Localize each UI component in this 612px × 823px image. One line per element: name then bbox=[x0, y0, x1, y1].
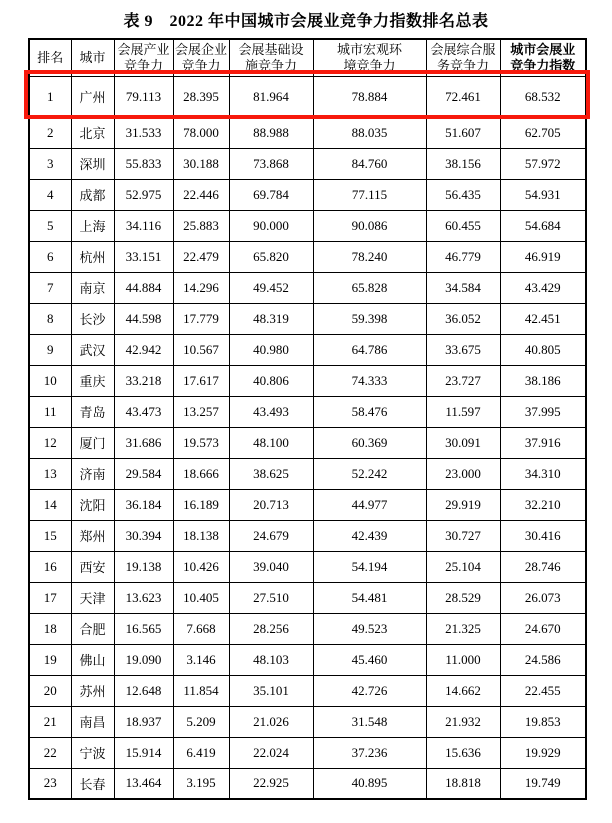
macro-env-value-cell: 40.895 bbox=[313, 768, 426, 799]
macro-env-value-cell: 42.726 bbox=[313, 675, 426, 706]
table-row bbox=[29, 76, 586, 117]
service-value-cell: 46.779 bbox=[426, 241, 500, 272]
index-value-cell: 68.532 bbox=[500, 76, 586, 117]
city-cell: 广州 bbox=[71, 76, 114, 117]
header-rank: 排名 bbox=[29, 39, 71, 76]
enterprise-value-cell: 18.666 bbox=[173, 458, 229, 489]
service-value-cell: 34.584 bbox=[426, 272, 500, 303]
industry-value-cell: 30.394 bbox=[114, 520, 173, 551]
infrastructure-value-cell: 81.964 bbox=[229, 76, 313, 117]
macro-env-value-cell: 88.035 bbox=[313, 117, 426, 148]
enterprise-value-cell: 3.195 bbox=[173, 768, 229, 799]
macro-env-value-cell: 31.548 bbox=[313, 706, 426, 737]
service-value-cell: 23.727 bbox=[426, 365, 500, 396]
infrastructure-value-cell: 38.625 bbox=[229, 458, 313, 489]
table-row bbox=[29, 117, 586, 148]
industry-value-cell: 43.473 bbox=[114, 396, 173, 427]
city-cell: 厦门 bbox=[71, 427, 114, 458]
header-overall-index: 城市会展业 竞争力指数 bbox=[500, 39, 586, 76]
macro-env-value-cell: 52.242 bbox=[313, 458, 426, 489]
service-value-cell: 15.636 bbox=[426, 737, 500, 768]
city-cell: 天津 bbox=[71, 582, 114, 613]
table-row bbox=[29, 489, 586, 520]
service-value-cell: 36.052 bbox=[426, 303, 500, 334]
index-value-cell: 24.586 bbox=[500, 644, 586, 675]
city-cell: 长春 bbox=[71, 768, 114, 799]
enterprise-value-cell: 17.779 bbox=[173, 303, 229, 334]
enterprise-value-cell: 16.189 bbox=[173, 489, 229, 520]
macro-env-value-cell: 44.977 bbox=[313, 489, 426, 520]
service-value-cell: 28.529 bbox=[426, 582, 500, 613]
service-value-cell: 30.091 bbox=[426, 427, 500, 458]
index-value-cell: 26.073 bbox=[500, 582, 586, 613]
rank-cell: 13 bbox=[29, 458, 71, 489]
city-cell: 郑州 bbox=[71, 520, 114, 551]
industry-value-cell: 31.686 bbox=[114, 427, 173, 458]
service-value-cell: 11.000 bbox=[426, 644, 500, 675]
service-value-cell: 33.675 bbox=[426, 334, 500, 365]
index-value-cell: 32.210 bbox=[500, 489, 586, 520]
service-value-cell: 14.662 bbox=[426, 675, 500, 706]
rank-cell: 9 bbox=[29, 334, 71, 365]
infrastructure-value-cell: 65.820 bbox=[229, 241, 313, 272]
service-value-cell: 21.932 bbox=[426, 706, 500, 737]
table-row bbox=[29, 737, 586, 768]
enterprise-value-cell: 18.138 bbox=[173, 520, 229, 551]
infrastructure-value-cell: 69.784 bbox=[229, 179, 313, 210]
city-cell: 青岛 bbox=[71, 396, 114, 427]
industry-value-cell: 16.565 bbox=[114, 613, 173, 644]
enterprise-value-cell: 30.188 bbox=[173, 148, 229, 179]
enterprise-value-cell: 6.419 bbox=[173, 737, 229, 768]
infrastructure-value-cell: 22.925 bbox=[229, 768, 313, 799]
macro-env-value-cell: 65.828 bbox=[313, 272, 426, 303]
rank-cell: 6 bbox=[29, 241, 71, 272]
infrastructure-value-cell: 90.000 bbox=[229, 210, 313, 241]
index-value-cell: 43.429 bbox=[500, 272, 586, 303]
rank-cell: 17 bbox=[29, 582, 71, 613]
header-row bbox=[29, 39, 586, 76]
industry-value-cell: 18.937 bbox=[114, 706, 173, 737]
enterprise-value-cell: 14.296 bbox=[173, 272, 229, 303]
table-row bbox=[29, 644, 586, 675]
city-cell: 杭州 bbox=[71, 241, 114, 272]
table-row bbox=[29, 210, 586, 241]
industry-value-cell: 13.464 bbox=[114, 768, 173, 799]
rank-cell: 15 bbox=[29, 520, 71, 551]
header-macro-environment-competitiveness: 城市宏观环 境竞争力 bbox=[313, 39, 426, 76]
infrastructure-value-cell: 28.256 bbox=[229, 613, 313, 644]
rank-cell: 20 bbox=[29, 675, 71, 706]
city-cell: 合肥 bbox=[71, 613, 114, 644]
enterprise-value-cell: 78.000 bbox=[173, 117, 229, 148]
enterprise-value-cell: 28.395 bbox=[173, 76, 229, 117]
header-enterprise-competitiveness: 会展企业 竞争力 bbox=[173, 39, 229, 76]
city-cell: 长沙 bbox=[71, 303, 114, 334]
rank-cell: 1 bbox=[29, 76, 71, 117]
service-value-cell: 38.156 bbox=[426, 148, 500, 179]
industry-value-cell: 34.116 bbox=[114, 210, 173, 241]
macro-env-value-cell: 59.398 bbox=[313, 303, 426, 334]
table-row bbox=[29, 396, 586, 427]
enterprise-value-cell: 17.617 bbox=[173, 365, 229, 396]
service-value-cell: 18.818 bbox=[426, 768, 500, 799]
rank-cell: 7 bbox=[29, 272, 71, 303]
rank-cell: 21 bbox=[29, 706, 71, 737]
table-row bbox=[29, 303, 586, 334]
index-value-cell: 37.995 bbox=[500, 396, 586, 427]
table-row bbox=[29, 148, 586, 179]
index-value-cell: 46.919 bbox=[500, 241, 586, 272]
index-value-cell: 19.853 bbox=[500, 706, 586, 737]
enterprise-value-cell: 13.257 bbox=[173, 396, 229, 427]
service-value-cell: 11.597 bbox=[426, 396, 500, 427]
infrastructure-value-cell: 48.100 bbox=[229, 427, 313, 458]
infrastructure-value-cell: 43.493 bbox=[229, 396, 313, 427]
rank-cell: 18 bbox=[29, 613, 71, 644]
macro-env-value-cell: 77.115 bbox=[313, 179, 426, 210]
index-value-cell: 42.451 bbox=[500, 303, 586, 334]
table-header bbox=[29, 39, 586, 76]
index-value-cell: 40.805 bbox=[500, 334, 586, 365]
industry-value-cell: 19.138 bbox=[114, 551, 173, 582]
service-value-cell: 56.435 bbox=[426, 179, 500, 210]
macro-env-value-cell: 42.439 bbox=[313, 520, 426, 551]
ranking-table bbox=[28, 38, 587, 800]
rank-cell: 11 bbox=[29, 396, 71, 427]
infrastructure-value-cell: 40.980 bbox=[229, 334, 313, 365]
industry-value-cell: 36.184 bbox=[114, 489, 173, 520]
rank-cell: 3 bbox=[29, 148, 71, 179]
rank-cell: 4 bbox=[29, 179, 71, 210]
enterprise-value-cell: 22.446 bbox=[173, 179, 229, 210]
table-row bbox=[29, 613, 586, 644]
rank-cell: 5 bbox=[29, 210, 71, 241]
city-cell: 成都 bbox=[71, 179, 114, 210]
city-cell: 沈阳 bbox=[71, 489, 114, 520]
index-value-cell: 34.310 bbox=[500, 458, 586, 489]
enterprise-value-cell: 25.883 bbox=[173, 210, 229, 241]
enterprise-value-cell: 19.573 bbox=[173, 427, 229, 458]
infrastructure-value-cell: 88.988 bbox=[229, 117, 313, 148]
city-cell: 南昌 bbox=[71, 706, 114, 737]
industry-value-cell: 12.648 bbox=[114, 675, 173, 706]
rank-cell: 8 bbox=[29, 303, 71, 334]
macro-env-value-cell: 45.460 bbox=[313, 644, 426, 675]
macro-env-value-cell: 78.884 bbox=[313, 76, 426, 117]
industry-value-cell: 44.598 bbox=[114, 303, 173, 334]
city-cell: 济南 bbox=[71, 458, 114, 489]
table-row bbox=[29, 427, 586, 458]
service-value-cell: 25.104 bbox=[426, 551, 500, 582]
enterprise-value-cell: 10.405 bbox=[173, 582, 229, 613]
infrastructure-value-cell: 27.510 bbox=[229, 582, 313, 613]
macro-env-value-cell: 54.481 bbox=[313, 582, 426, 613]
rank-cell: 12 bbox=[29, 427, 71, 458]
industry-value-cell: 44.884 bbox=[114, 272, 173, 303]
service-value-cell: 21.325 bbox=[426, 613, 500, 644]
table-row bbox=[29, 365, 586, 396]
index-value-cell: 28.746 bbox=[500, 551, 586, 582]
table-row bbox=[29, 520, 586, 551]
rank-cell: 22 bbox=[29, 737, 71, 768]
index-value-cell: 19.749 bbox=[500, 768, 586, 799]
enterprise-value-cell: 7.668 bbox=[173, 613, 229, 644]
city-cell: 重庆 bbox=[71, 365, 114, 396]
industry-value-cell: 29.584 bbox=[114, 458, 173, 489]
rank-cell: 19 bbox=[29, 644, 71, 675]
page-title: 表 9 2022 年中国城市会展业竞争力指数排名总表 bbox=[123, 13, 489, 30]
service-value-cell: 51.607 bbox=[426, 117, 500, 148]
table-row bbox=[29, 272, 586, 303]
enterprise-value-cell: 3.146 bbox=[173, 644, 229, 675]
table-row bbox=[29, 179, 586, 210]
industry-value-cell: 33.218 bbox=[114, 365, 173, 396]
table-row bbox=[29, 458, 586, 489]
industry-value-cell: 13.623 bbox=[114, 582, 173, 613]
city-cell: 武汉 bbox=[71, 334, 114, 365]
infrastructure-value-cell: 39.040 bbox=[229, 551, 313, 582]
infrastructure-value-cell: 49.452 bbox=[229, 272, 313, 303]
rank-cell: 10 bbox=[29, 365, 71, 396]
macro-env-value-cell: 58.476 bbox=[313, 396, 426, 427]
index-value-cell: 24.670 bbox=[500, 613, 586, 644]
city-cell: 苏州 bbox=[71, 675, 114, 706]
table-row bbox=[29, 768, 586, 799]
enterprise-value-cell: 22.479 bbox=[173, 241, 229, 272]
industry-value-cell: 42.942 bbox=[114, 334, 173, 365]
city-cell: 深圳 bbox=[71, 148, 114, 179]
rank-cell: 23 bbox=[29, 768, 71, 799]
macro-env-value-cell: 64.786 bbox=[313, 334, 426, 365]
table-row bbox=[29, 241, 586, 272]
rank-cell: 2 bbox=[29, 117, 71, 148]
header-industry-competitiveness: 会展产业 竞争力 bbox=[114, 39, 173, 76]
infrastructure-value-cell: 48.319 bbox=[229, 303, 313, 334]
index-value-cell: 54.684 bbox=[500, 210, 586, 241]
index-value-cell: 38.186 bbox=[500, 365, 586, 396]
city-cell: 北京 bbox=[71, 117, 114, 148]
infrastructure-value-cell: 35.101 bbox=[229, 675, 313, 706]
header-infrastructure-competitiveness: 会展基础设 施竞争力 bbox=[229, 39, 313, 76]
infrastructure-value-cell: 73.868 bbox=[229, 148, 313, 179]
enterprise-value-cell: 10.426 bbox=[173, 551, 229, 582]
header-service-competitiveness: 会展综合服 务竞争力 bbox=[426, 39, 500, 76]
table-row bbox=[29, 582, 586, 613]
table-body bbox=[29, 76, 586, 799]
service-value-cell: 29.919 bbox=[426, 489, 500, 520]
industry-value-cell: 52.975 bbox=[114, 179, 173, 210]
table-row bbox=[29, 706, 586, 737]
city-cell: 西安 bbox=[71, 551, 114, 582]
index-value-cell: 62.705 bbox=[500, 117, 586, 148]
table-row bbox=[29, 551, 586, 582]
rank-cell: 14 bbox=[29, 489, 71, 520]
city-cell: 南京 bbox=[71, 272, 114, 303]
macro-env-value-cell: 90.086 bbox=[313, 210, 426, 241]
city-cell: 上海 bbox=[71, 210, 114, 241]
industry-value-cell: 31.533 bbox=[114, 117, 173, 148]
industry-value-cell: 19.090 bbox=[114, 644, 173, 675]
service-value-cell: 72.461 bbox=[426, 76, 500, 117]
macro-env-value-cell: 74.333 bbox=[313, 365, 426, 396]
macro-env-value-cell: 54.194 bbox=[313, 551, 426, 582]
enterprise-value-cell: 11.854 bbox=[173, 675, 229, 706]
index-value-cell: 54.931 bbox=[500, 179, 586, 210]
enterprise-value-cell: 10.567 bbox=[173, 334, 229, 365]
table-row bbox=[29, 675, 586, 706]
macro-env-value-cell: 37.236 bbox=[313, 737, 426, 768]
infrastructure-value-cell: 20.713 bbox=[229, 489, 313, 520]
index-value-cell: 19.929 bbox=[500, 737, 586, 768]
infrastructure-value-cell: 40.806 bbox=[229, 365, 313, 396]
index-value-cell: 57.972 bbox=[500, 148, 586, 179]
industry-value-cell: 15.914 bbox=[114, 737, 173, 768]
table-row bbox=[29, 334, 586, 365]
infrastructure-value-cell: 24.679 bbox=[229, 520, 313, 551]
macro-env-value-cell: 60.369 bbox=[313, 427, 426, 458]
service-value-cell: 23.000 bbox=[426, 458, 500, 489]
service-value-cell: 60.455 bbox=[426, 210, 500, 241]
rank-cell: 16 bbox=[29, 551, 71, 582]
city-cell: 宁波 bbox=[71, 737, 114, 768]
macro-env-value-cell: 84.760 bbox=[313, 148, 426, 179]
city-cell: 佛山 bbox=[71, 644, 114, 675]
index-value-cell: 37.916 bbox=[500, 427, 586, 458]
header-city: 城市 bbox=[71, 39, 114, 76]
infrastructure-value-cell: 22.024 bbox=[229, 737, 313, 768]
industry-value-cell: 33.151 bbox=[114, 241, 173, 272]
infrastructure-value-cell: 21.026 bbox=[229, 706, 313, 737]
industry-value-cell: 79.113 bbox=[114, 76, 173, 117]
index-value-cell: 22.455 bbox=[500, 675, 586, 706]
service-value-cell: 30.727 bbox=[426, 520, 500, 551]
macro-env-value-cell: 49.523 bbox=[313, 613, 426, 644]
infrastructure-value-cell: 48.103 bbox=[229, 644, 313, 675]
index-value-cell: 30.416 bbox=[500, 520, 586, 551]
macro-env-value-cell: 78.240 bbox=[313, 241, 426, 272]
enterprise-value-cell: 5.209 bbox=[173, 706, 229, 737]
industry-value-cell: 55.833 bbox=[114, 148, 173, 179]
